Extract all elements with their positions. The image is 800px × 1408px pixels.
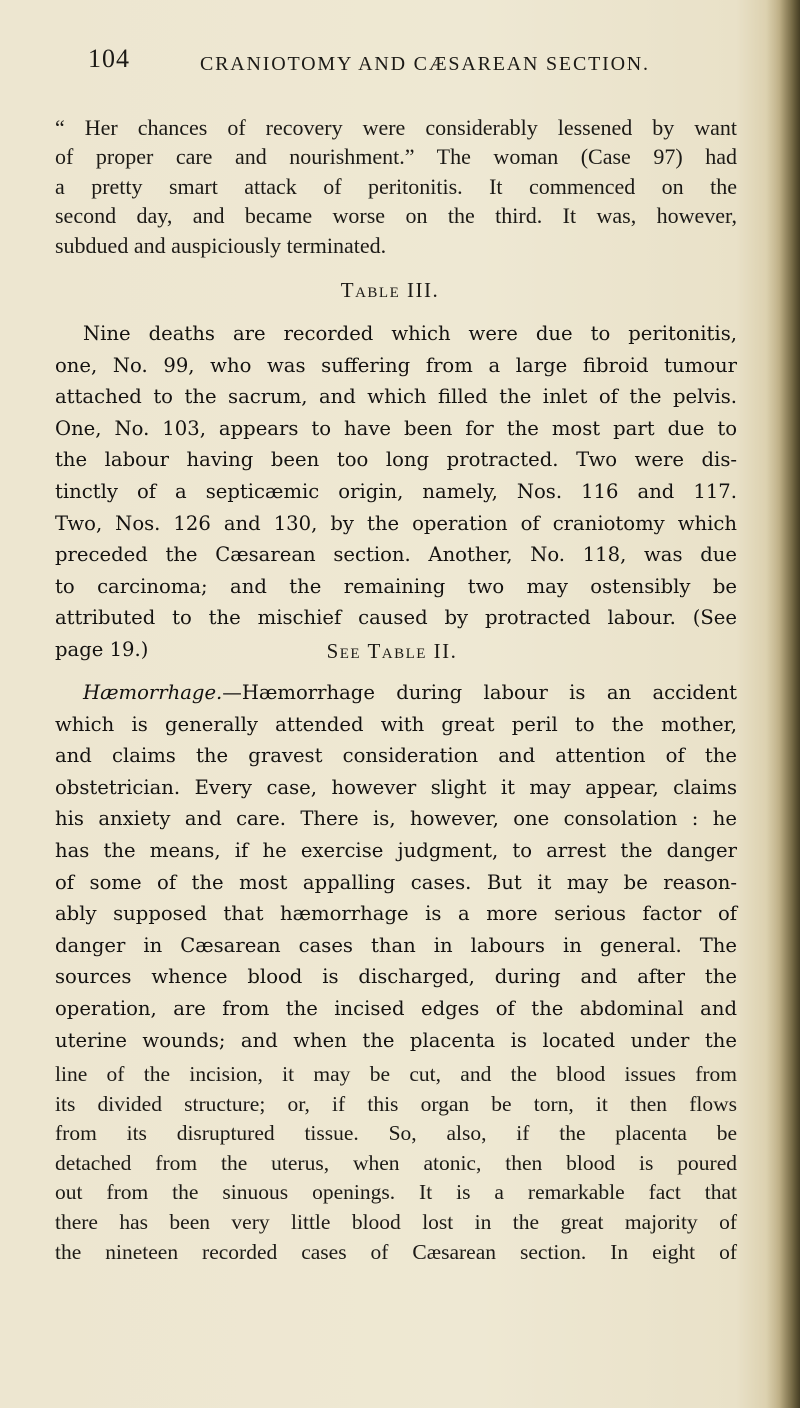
text-line: the labour having been too long protracted. Two were dis- [55, 448, 737, 472]
see-table-ii-heading [0, 639, 792, 664]
text-line: ably supposed that hæmorrhage is a more serious factor of [55, 902, 737, 926]
text-line: uterine wounds; and when the placenta is located under the [55, 1028, 737, 1052]
text-line: out from the sinuous openings. It is a remarkable fact that [55, 1180, 737, 1205]
text-line: of proper care and nourishment.” The woman (Case 97) had [55, 144, 737, 170]
paragraph-4 [55, 1060, 737, 1267]
text-line: its divided structure; or, if this organ be torn, it then flows [55, 1091, 737, 1116]
text-line: operation, are from the incised edges of the abdominal and [55, 996, 737, 1020]
text-line: his anxiety and care. There is, however, one consolation : he [55, 807, 737, 831]
page-edge-shadow [766, 0, 800, 1408]
section-lead-italic: Hæmorrhage. [83, 681, 223, 704]
text-line: One, No. 103, appears to have been for the most part due to [55, 416, 737, 440]
text-line-lead [55, 677, 737, 709]
paragraph-3 [55, 677, 737, 1056]
text-line: subdued and auspiciously terminated. [55, 232, 387, 258]
text-line: page 19.) [55, 637, 149, 661]
text-line: tinctly of a septicæmic origin, namely, Nos. 116 and 117. [55, 479, 737, 503]
running-head: CRANIOTOMY AND CÆSAREAN SECTION. [200, 53, 650, 75]
text-line: which is generally attended with great peril to the mother, [55, 712, 737, 736]
text-line: preceded the Cæsarean section. Another, No. 118, was due [55, 543, 737, 567]
see-table-ii-heading-text: See Table II. [326, 639, 458, 663]
text-line: sources whence blood is discharged, during and after the [55, 965, 737, 989]
paragraph-1 [55, 113, 737, 260]
text-line: obstetrician. Every case, however slight it may appear, claims [55, 775, 737, 799]
text-line: Nine deaths are recorded which were due to peritonitis, [83, 322, 737, 345]
text-line: detached from the uterus, when atonic, then blood is poured [55, 1150, 737, 1175]
section-lead-rest: —Hæmorrhage during labour is an accident [222, 681, 737, 704]
table-iii-heading [0, 278, 790, 303]
text-line: a pretty smart attack of peritonitis. It commenced on the [55, 173, 737, 199]
text-line: to carcinoma; and the remaining two may ostensibly be [55, 574, 737, 598]
table-iii-heading-text: Table III. [340, 278, 440, 302]
text-line: and claims the gravest consideration and attention of the [55, 744, 737, 768]
text-line: attached to the sacrum, and which filled the inlet of the pelvis. [55, 385, 737, 409]
text-line: there has been very little blood lost in the great majority of [55, 1209, 737, 1234]
text-line: line of the incision, it may be cut, and the blood issues from [55, 1062, 737, 1086]
text-line: the nineteen recorded cases of Cæsarean section. In eight of [55, 1239, 737, 1264]
text-line: danger in Cæsarean cases than in labours in general. The [55, 933, 737, 957]
page-header [88, 44, 748, 84]
text-line: has the means, if he exercise judgment, to arrest the danger [55, 838, 737, 862]
text-line: of some of the most appalling cases. But it may be reason- [55, 870, 737, 894]
paragraph-2 [55, 318, 737, 666]
text-line: “ Her chances of recovery were considerably lessened by want [55, 115, 737, 140]
text-line: second day, and became worse on the third. It was, however, [55, 203, 737, 229]
text-line: attributed to the mischief caused by protracted labour. (See [55, 606, 737, 630]
text-line: one, No. 99, who was suffering from a large fibroid tumour [55, 353, 737, 377]
page-number: 104 [88, 44, 130, 73]
text-line: Two, Nos. 126 and 130, by the operation of craniotomy which [55, 511, 737, 535]
text-line: from its disruptured tissue. So, also, if the placenta be [55, 1121, 737, 1146]
